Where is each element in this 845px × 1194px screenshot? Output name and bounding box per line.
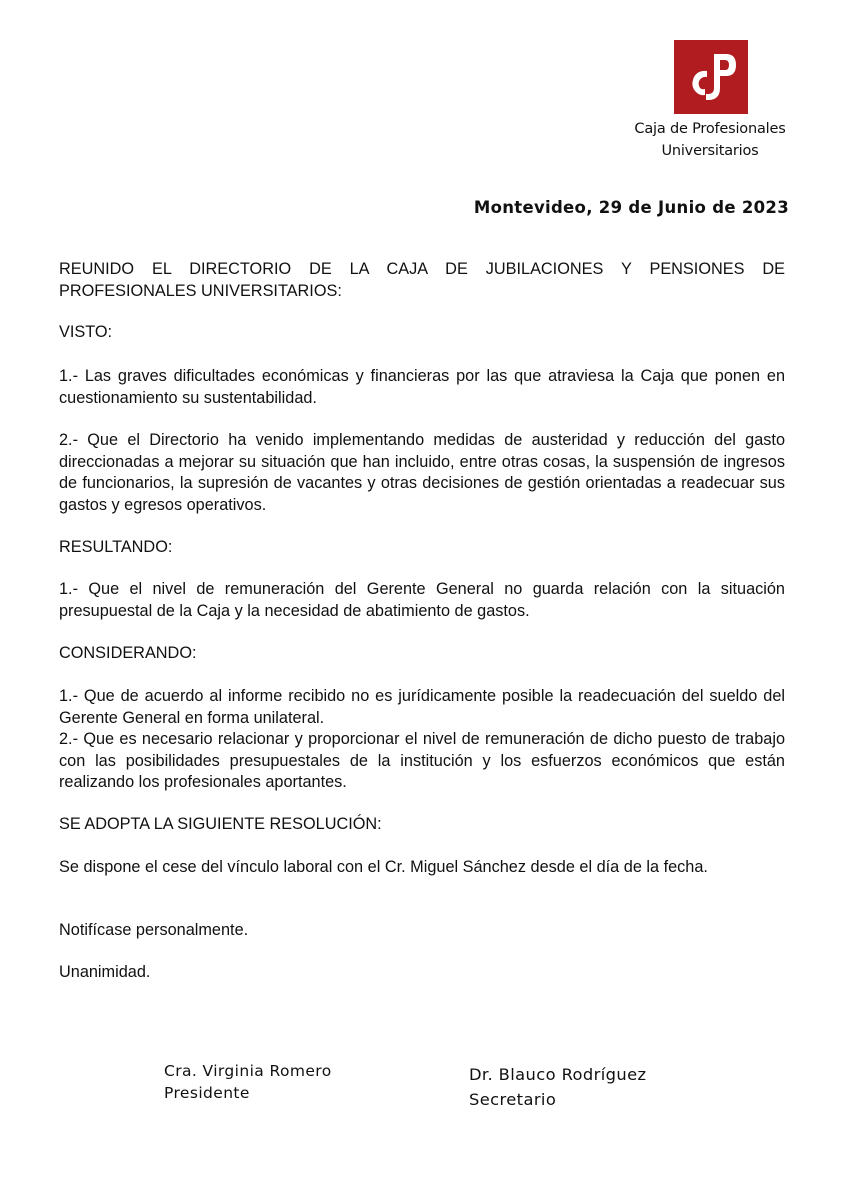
org-name-line2: Universitarios	[661, 143, 759, 159]
signature-president	[164, 1060, 332, 1104]
resultando-item-1-text: 1.- Que el nivel de remuneración del Gerente General no guarda relación con la situación presupuestal de la Caja y la necesidad de abatimiento de gastos.	[59, 580, 785, 620]
resolucion-text	[59, 857, 785, 879]
signature-secretary	[469, 1062, 646, 1112]
visto-heading: VISTO:	[59, 323, 113, 341]
visto-item-1-text: 1.- Las graves dificultades económicas y financieras por las que atraviesa la Caja que ponen en cuestionamiento su sustentabilidad.	[59, 367, 785, 407]
resolucion-heading: SE ADOPTA LA SIGUIENTE RESOLUCIÓN:	[59, 815, 382, 833]
visto-item-1	[59, 366, 785, 409]
visto-item-2	[59, 430, 785, 516]
considerando-item-1	[59, 686, 785, 729]
signature-role: Presidente	[164, 1084, 250, 1102]
intro-paragraph	[59, 259, 785, 302]
considerando-item-1-text: 1.- Que de acuerdo al informe recibido no es jurídicamente posible la readecuación del sueldo del Gerente General en forma unilateral.	[59, 687, 785, 727]
visto-item-2-text: 2.- Que el Directorio ha venido implementando medidas de austeridad y reducción del gasto direccionadas a mejorar su situación que han incluido, entre otras cosas, la suspensión de ingresos de funcionarios, la supresión de vacantes y otras decisiones de gestión orientadas a readecuar sus gastos y egresos operativos.	[59, 431, 785, 514]
considerando-heading: CONSIDERANDO:	[59, 644, 197, 662]
signature-name: Dr. Blauco Rodríguez	[469, 1065, 647, 1084]
intro-text: REUNIDO EL DIRECTORIO DE LA CAJA DE JUBILACIONES Y PENSIONES DE PROFESIONALES UNIVERSITARIOS:	[59, 260, 785, 300]
resultando-heading: RESULTANDO:	[59, 538, 173, 556]
considerando-item-2	[59, 729, 785, 794]
signature-role: Secretario	[469, 1090, 557, 1109]
cjp-logo-icon	[674, 40, 748, 114]
resultando-item-1	[59, 579, 785, 622]
notificacion-text: Notifícase personalmente.	[59, 921, 249, 939]
votacion-text: Unanimidad.	[59, 963, 151, 981]
org-name-line1: Caja de Profesionales	[634, 121, 786, 137]
signature-name: Cra. Virginia Romero	[164, 1062, 332, 1080]
resolucion-text-content: Se dispone el cese del vínculo laboral con el Cr. Miguel Sánchez desde el día de la fecha.	[59, 858, 708, 876]
considerando-item-2-text: 2.- Que es necesario relacionar y proporcionar el nivel de remuneración de dicho puesto de trabajo con las posibilidades presupuestales de la institución y los esfuerzos económicos que están realizando los profesionales aportantes.	[59, 730, 785, 791]
document-date: Montevideo, 29 de Junio de 2023	[473, 198, 789, 217]
